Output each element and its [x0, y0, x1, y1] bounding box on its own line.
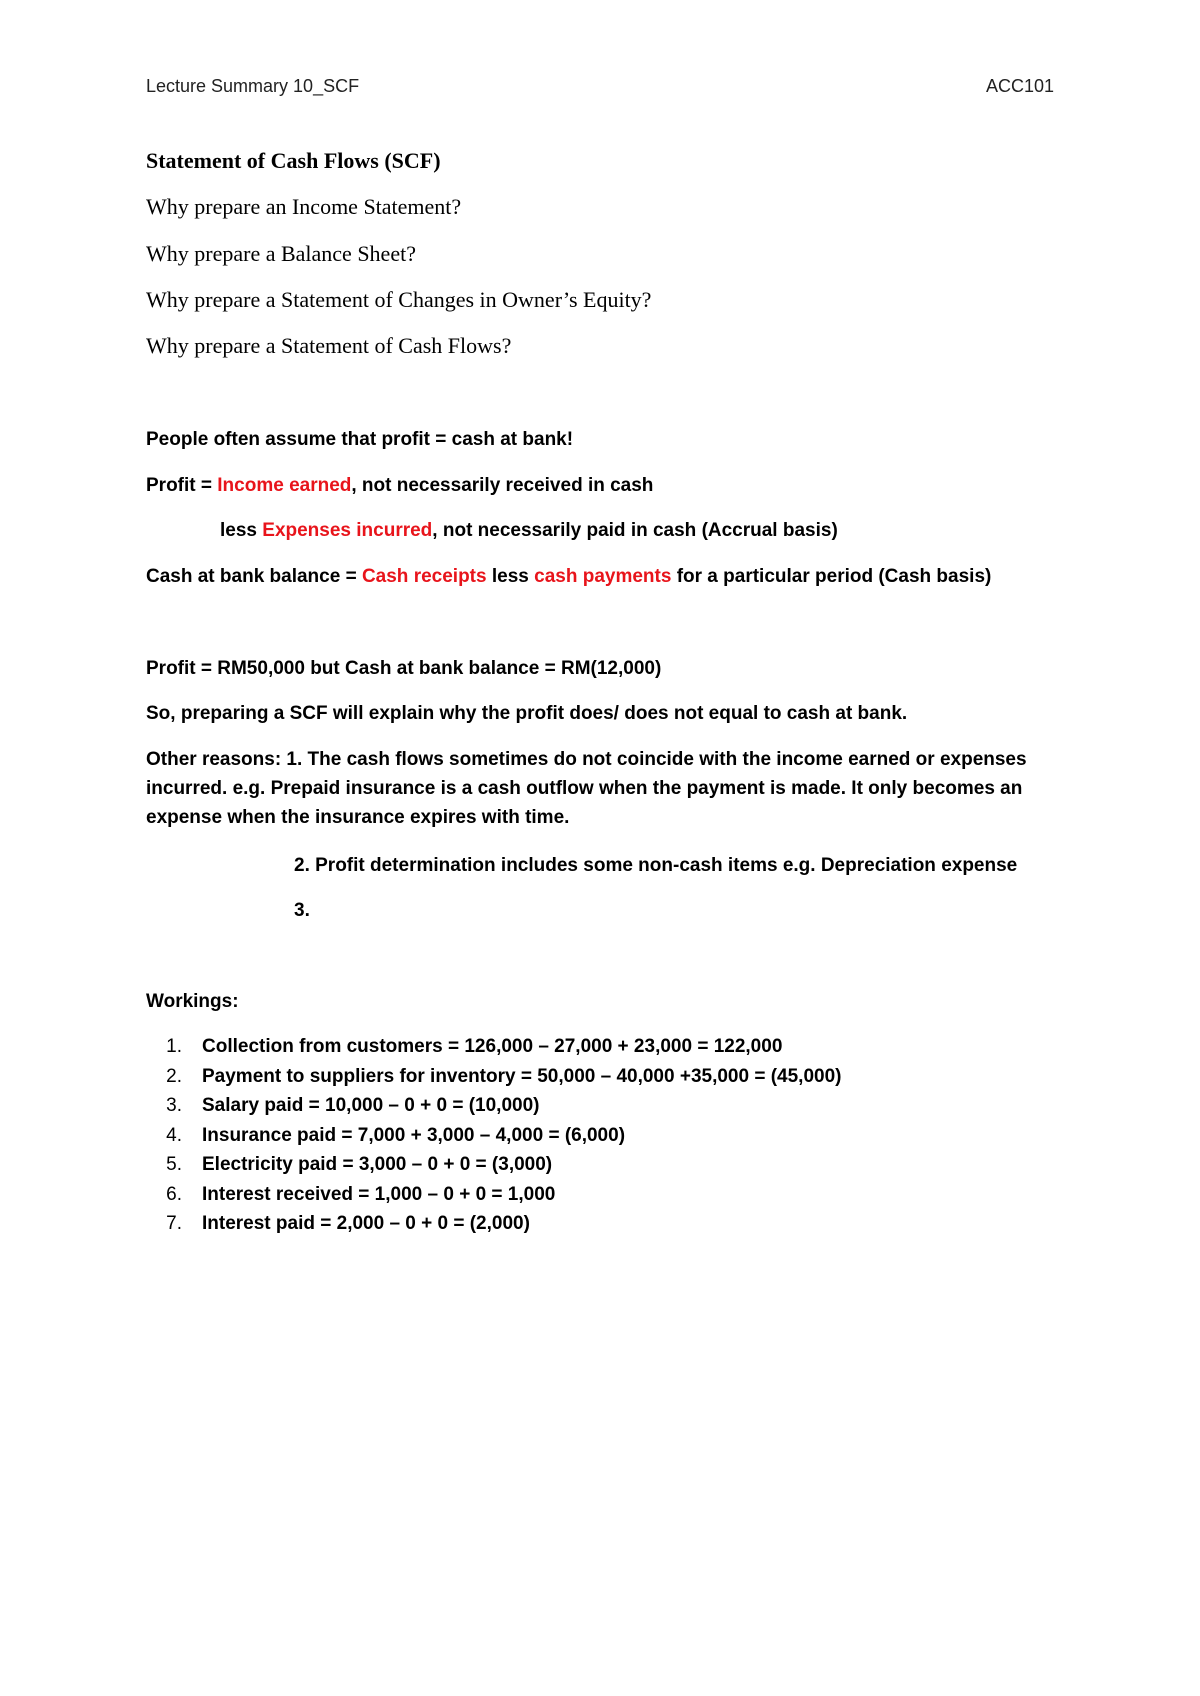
- profit-cash-example: Profit = RM50,000 but Cash at bank balance = RM(12,000): [146, 658, 662, 679]
- list-number: 4.: [166, 1124, 182, 1146]
- cash-payments-highlight: cash payments: [534, 566, 672, 587]
- list-text: Payment to suppliers for inventory = 50,000 – 40,000 +35,000 = (45,000): [202, 1065, 842, 1087]
- expenses-definition: [220, 516, 838, 545]
- list-text: Interest received = 1,000 – 0 + 0 = 1,000: [202, 1183, 556, 1205]
- list-number: 3.: [166, 1095, 182, 1116]
- list-text: Electricity paid = 3,000 – 0 + 0 = (3,000): [202, 1154, 553, 1175]
- list-number: 6.: [166, 1183, 182, 1205]
- list-text: Salary paid = 10,000 – 0 + 0 = (10,000): [202, 1095, 540, 1116]
- workings-label: Workings:: [146, 991, 239, 1012]
- list-text: Insurance paid = 7,000 + 3,000 – 4,000 = (6,000): [202, 1124, 626, 1146]
- list-number: 2.: [166, 1065, 182, 1087]
- list-number: 1.: [166, 1036, 182, 1057]
- list-item: [146, 1209, 841, 1239]
- income-earned-highlight: Income earned: [217, 475, 352, 496]
- less-prefix: less: [220, 520, 263, 541]
- document-title: Statement of Cash Flows (SCF): [146, 148, 441, 173]
- profit-suffix: , not necessarily received in cash: [351, 475, 654, 496]
- list-item: [146, 1062, 841, 1092]
- other-reasons-paragraph: Other reasons: 1. The cash flows sometimes do not coincide with the income earned or expenses incurred. e.g. Prepaid insurance is a cash outflow when the payment is made. It only becomes an expense when the insurance expires with time.: [146, 749, 1027, 828]
- less-suffix: , not necessarily paid in cash (Accrual basis): [432, 520, 838, 541]
- header-course-code: ACC101: [985, 76, 1054, 96]
- question-owners-equity: Why prepare a Statement of Changes in Owner’s Equity?: [146, 287, 652, 312]
- list-item: [146, 1150, 841, 1180]
- profit-definition: [146, 471, 653, 500]
- other-reason-3: 3.: [294, 900, 310, 921]
- header-course-title: Lecture Summary 10_SCF: [146, 76, 360, 96]
- list-text: Collection from customers = 126,000 – 27,000 + 23,000 = 122,000: [202, 1036, 783, 1057]
- expenses-incurred-highlight: Expenses incurred: [262, 520, 433, 541]
- cash-middle: less: [486, 566, 535, 587]
- list-number: 5.: [166, 1154, 182, 1175]
- cash-suffix: for a particular period (Cash basis): [671, 566, 992, 587]
- cash-prefix: Cash at bank balance =: [146, 566, 362, 587]
- list-text: Interest paid = 2,000 – 0 + 0 = (2,000): [202, 1213, 530, 1234]
- list-number: 7.: [166, 1213, 182, 1234]
- cash-receipts-highlight: Cash receipts: [361, 566, 487, 587]
- cash-definition: [146, 562, 991, 591]
- scf-explanation: So, preparing a SCF will explain why the profit does/ does not equal to cash at bank.: [146, 703, 908, 724]
- list-item: [146, 1180, 841, 1210]
- list-item: [146, 1091, 841, 1121]
- question-cash-flows: Why prepare a Statement of Cash Flows?: [146, 333, 512, 358]
- list-item: [146, 1032, 841, 1062]
- question-balance-sheet: Why prepare a Balance Sheet?: [146, 241, 416, 266]
- profit-prefix: Profit =: [146, 475, 218, 496]
- assumption-text: People often assume that profit = cash at bank!: [146, 429, 574, 450]
- workings-list: [146, 1032, 841, 1239]
- other-reason-2: 2. Profit determination includes some non-cash items e.g. Depreciation expense: [294, 855, 1018, 876]
- list-item: [146, 1121, 841, 1151]
- question-income-statement: Why prepare an Income Statement?: [146, 194, 462, 219]
